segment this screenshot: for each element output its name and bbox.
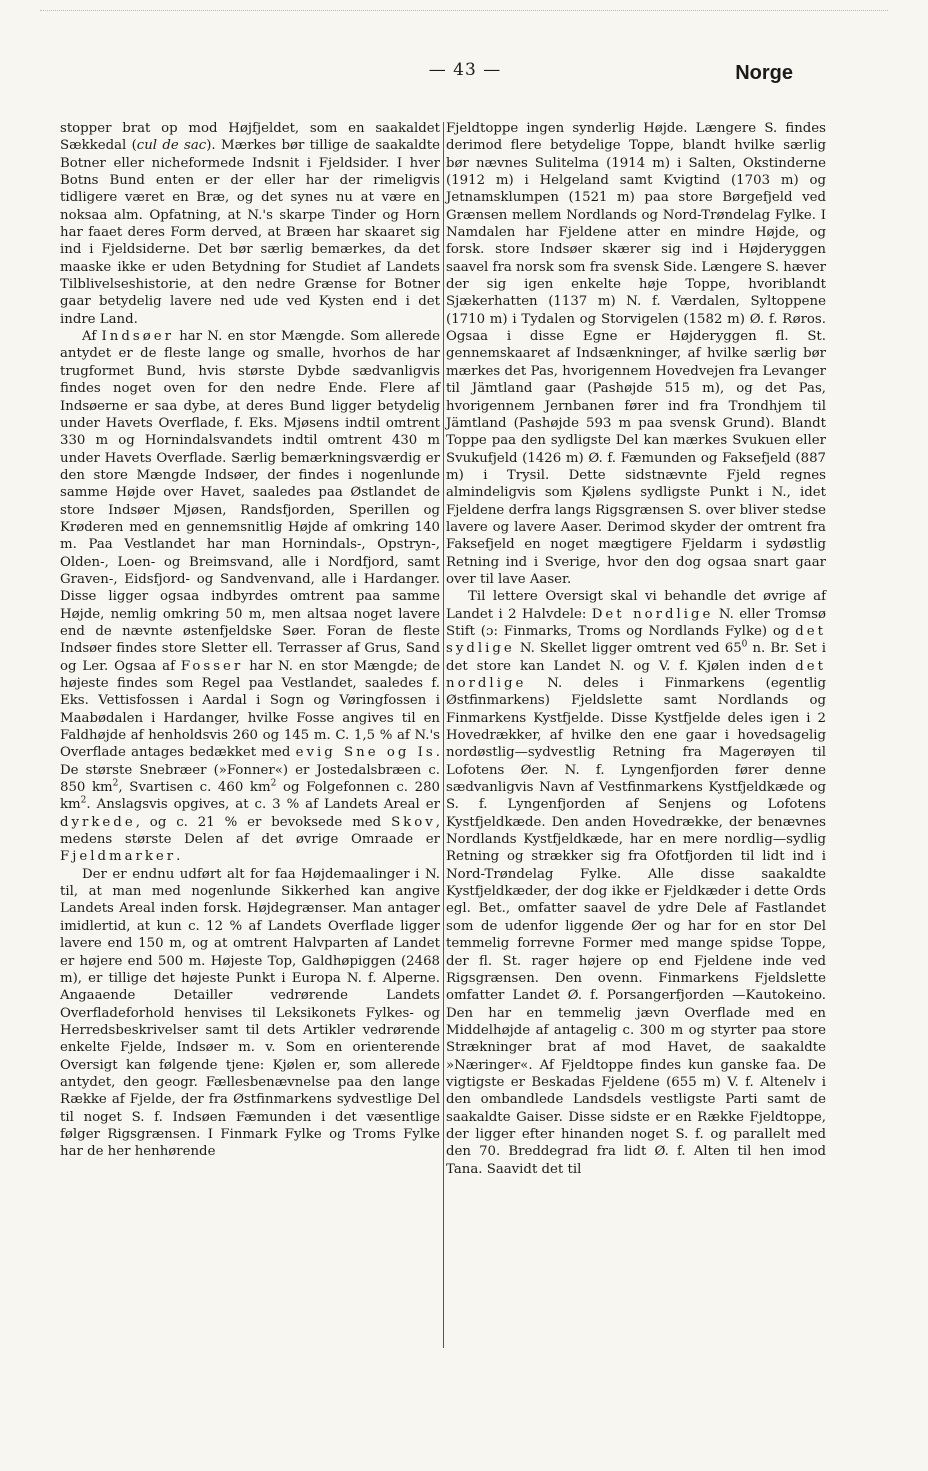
- top-edge-rule: [40, 10, 888, 11]
- paragraph-botner: stopper brat op mod Højfjeldet, som en saakaldet Sækkedal (cul de sac). Mærkes bør tillige de saakaldte Botner eller nicheformede Indsnit i Fjeldsider. I hver Botns Bund enten er der eller har der rimeligvis tidligere været en Bræ, og det synes nu at være en noksaa alm. Opfatning, at N.'s skarpe Tinder og Horn har faaet deres Form derved, at Bræen har skaaret sig ind i Fjeldsiderne. Det bør særlig bemærkes, da det maaske ikke er uden Betydning for Studiet af Landets Tilblivelseshistorie, at den nedre Grænse for Botner gaar betydelig lavere ned ude ved Kysten end i det indre Land.: [60, 121, 441, 327]
- page-number: — 43 —: [428, 60, 502, 80]
- column-divider: [443, 122, 444, 1348]
- left-column: [60, 120, 440, 1161]
- paragraph-oversigt: Til lettere Oversigt skal vi behandle det øvrige af Landet i 2 Halvdele: Det nordlige N. eller Tromsø Stift (ɔ: Finmarks, Troms og Nordlands Fylke) og det sydlige N. Skellet ligger omtrent ved $65^0$ n. Br. Set i det store kan Landet N. og V. f. Kjølen inden det nordlige N. deles i Finmarkens (egentlig Østfinmarkens) Fjeldslette samt Nordlands og Finmarkens Kystfjelde. Disse Kystfjelde deles igen i 2 Hovedrækker, af hvilke den ene gaar i hovedsagelig nordøstlig—sydvestlig Retning fra Magerøyen til Lofotens Øer. N. f. Lyngenfjorden fører denne sædvanligvis Navn af Vestfinmarkens Kystfjeldkæde og S. f. Lyngenfjorden af Senjens og Lofotens Kystfjeldkæde. Den anden Hovedrække, der benævnes Nordlands Kystfjeldkæde, har en mere nordlig—sydlig Retning og strækker sig fra Ofotfjorden til lidt ind i Nord-Trøndelag Fylke. Alle disse saakaldte Kystfjeldkæder, der dog ikke er Fjeldkæder i dette Ords egl. Bet., omfatter saavel de ydre Dele af Fastlandet som de udenfor liggende Øer og har for en stor Del temmelig forrevne Former med mange spidse Toppe, der fl. St. rager højere op end Fjeldene inde ved Rigsgrænsen. Den ovenn. Finmarkens Fjeldslette omfatter Landet Ø. f. Porsangerfjorden —Kautokeino. Den har en temmelig jævn Overflade med en Middelhøjde af antagelig c. 300 m og styrter paa store Strækninger brat af mod Havet, de saakaldte »Næringer«. Af Fjeldtoppe findes kun ganske faa. De vigtigste er Beskadas Fjeldene (655 m) V. f. Altenelv i den ombandlede Landsdels vestligste Parti samt de saakaldte Gaiser. Disse sidste er en Række Fjeldtoppe, der ligger efter hinanden noget S. f. og parallelt med den 70. Breddegrad fra lidt Ø. f. Alten til hen imod Tana. Saavidt det til: [446, 589, 827, 1177]
- paragraph-hoejdemaalinger: Der er endnu udført alt for faa Højdemaalinger i N. til, at man med nogenlunde Sikkerhed kan angive Landets Areal inden forsk. Højdegrænser. Man antager imidlertid, at kun c. 12 % af Landets Overflade ligger lavere end 150 m, og at omtrent Halvparten af Landet er højere end 500 m. Højeste Top, Galdhøpiggen (2468 m), er tillige det højeste Punkt i Europa N. f. Alperne. Angaaende Detailler vedrørende Landets Overfladeforhold henvises til Leksikonets Fylkes- og Herredsbeskrivelser samt til dets Artikler vedrørende enkelte Fjelde, Indsøer m. v. Som en orienterende Oversigt kan følgende tjene: Kjølen er, som allerede antydet, den geogr. Fællesbenævnelse paa den lange Række af Fjelde, der fra Østfinmarkens sydvestlige Del til noget S. f. Indsøen Fæmunden i det væsentlige følger Rigsgrænsen. I Finmark Fylke og Troms Fylke har de her henhørende: [60, 866, 440, 1160]
- running-title: Norge: [735, 62, 793, 84]
- paragraph-indsoer: Af Indsøer har N. en stor Mængde. Som allerede antydet er de fleste lange og smalle, hvorhos de har trugformet Bund, hvis største Dybde sædvanligvis findes noget oven for den nedre Ende. Flere af Indsøerne er saa dybe, at deres Bund ligger betydelig under Havets Overflade, f. Eks. Mjøsens indtil omtrent 330 m og Hornindalsvandets indtil omtrent 430 m under Havets Overflade. Særlig bemærkningsværdig er den store Mængde Indsøer, der findes i nogenlunde samme Højde over Havet, saaledes paa Østlandet de store Indsøer Mjøsen, Randsfjorden, Sperillen og Krøderen med en gennemsnitlig Højde af omkring 140 m. Paa Vestlandet har man Hornindals-, Opstryn-, Olden-, Loen- og Breimsvand, alle i Nordfjord, samt Graven-, Eidsfjord- og Sandvenvand, alle i Hardanger. Disse ligger ogsaa indbyrdes omtrent paa samme Højde, nemlig omkring 50 m, men altsaa noget lavere end de nævnte østenfjeldske Søer. Foran de fleste Indsøer findes store Sletter ell. Terrasser af Grus, Sand og Ler. Ogsaa af Fosser har N. en stor Mængde; de højeste findes som Regel paa Vestlandet, saaledes f. Eks. Vettisfossen i Aardal i Sogn og Vøringfossen i Maabødalen i Hardanger, hvilke Fosse angives til en Faldhøjde af henholdsvis 260 og 145 m. C. 1,5 % af N.'s Overflade antages bedækket med evig Sne og Is. De største Snebræer (»Fonner«) er Jostedalsbræen c. 850 $km^2$, Svartisen c. 460 $km^2$ og Folgefonnen c. 280 $km^2$. Anslagsvis opgives, at c. 3 % af Landets Areal er dyrkede, og c. 21 % er bevoksede med Skov, medens største Delen af det øvrige Omraade er Fjeldmarker.: [60, 329, 440, 865]
- paragraph-fjeldtoppe: Fjeldtoppe ingen synderlig Højde. Længere S. findes derimod flere betydelige Toppe, blandt hvilke særlig bør nævnes Sulitelma (1914 m) i Salten, Okstinderne (1912 m) i Helgeland samt Kvigtind (1703 m) og Jetnamsklumpen (1521 m) paa store Børgefjeld ved Grænsen mellem Nordlands og Nord-Trøndelag Fylke. I Namdalen har Fjeldene atter en mindre Højde, og forsk. store Indsøer skærer sig ind i Højderyggen saavel fra norsk som fra svensk Side. Længere S. hæver der sig igen enkelte høje Toppe, hvoriblandt Sjækerhatten (1137 m) N. f. Værdalen, Syltoppene (1710 m) i Tydalen og Storvigelen (1582 m) Ø. f. Røros. Ogsaa i disse Egne er Højderyggen fl. St. gennemskaaret af Indsænkninger, af hvilke særlig bør mærkes det Pas, hvorigennem Hovedvejen fra Levanger til Jämtland gaar (Pashøjde 515 m), og det Pas, hvorigennem Jernbanen fører ind fra Trondhjem til Jämtland (Pashøjde 593 m paa svensk Grund). Blandt Toppe paa den sydligste Del kan mærkes Svukuen eller Svukufjeld (1426 m) Ø. f. Fæmunden og Faksefjeld (887 m) i Trysil. Dette sidstnævnte Fjeld regnes almindeligvis som Kjølens sydligste Punkt i N., idet Fjeldene derfra langs Rigsgrænsen S. over bliver stedse lavere og lavere Aaser. Derimod skyder der omtrent fra Faksefjeld en noget mægtigere Fjeldarm i sydøstlig Retning ind i Sverige, hvor den dog ogsaa snart gaar over til lave Aaser.: [446, 121, 826, 587]
- right-column: [446, 120, 826, 1178]
